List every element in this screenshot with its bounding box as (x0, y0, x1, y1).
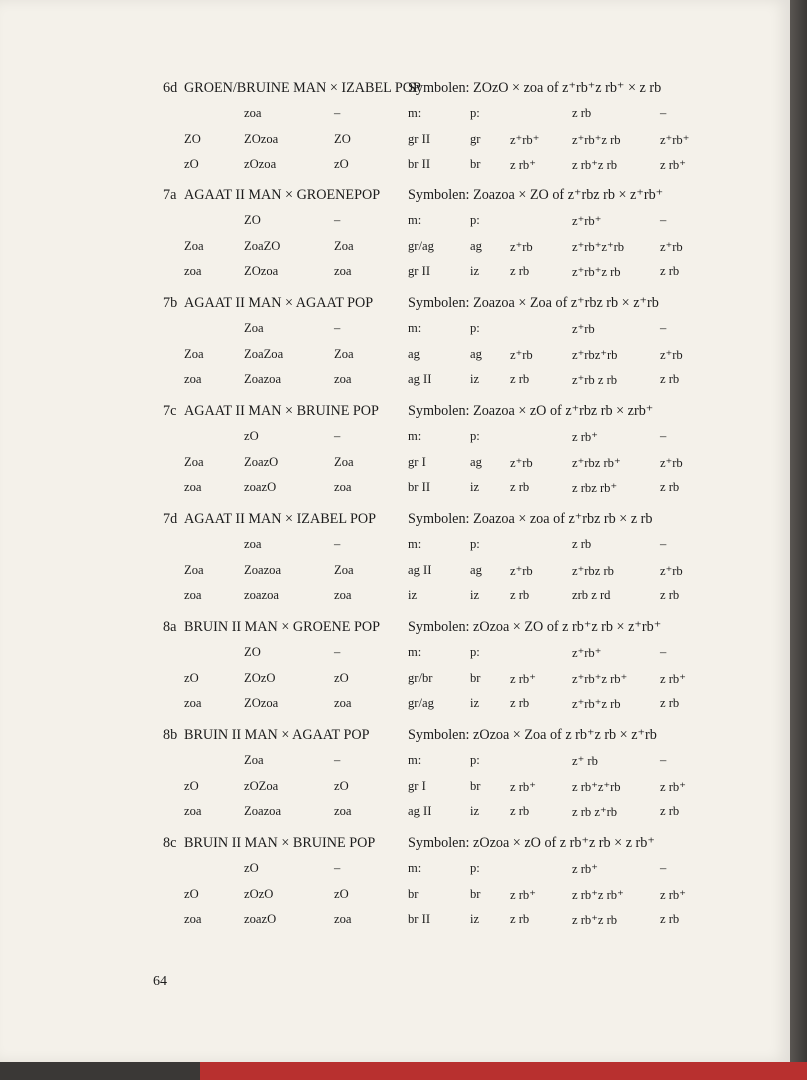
symbol-left: z rb (510, 912, 530, 926)
symbol-right: – (660, 645, 667, 659)
genotype-combined: zOZoa (244, 779, 279, 793)
genotype-left: zoa (184, 804, 202, 818)
female-phenotype: p: (470, 321, 480, 335)
male-phenotype: br (408, 887, 419, 901)
symbol-left: z rb (510, 696, 530, 710)
genotype-combined: Zoa (244, 321, 264, 335)
symbol-combined: z rb⁺z rb⁺ (572, 888, 624, 902)
cross-symbols: Symbolen: zOzoa × Zoa of z rb⁺z rb × z⁺rb (408, 727, 657, 743)
genotype-right: zoa (334, 912, 352, 926)
symbol-combined: z⁺rbz⁺rb (572, 348, 618, 362)
genotype-right: zoa (334, 696, 352, 710)
genotype-left: zO (184, 157, 199, 171)
table-row (0, 779, 790, 799)
male-phenotype: br II (408, 912, 431, 926)
male-phenotype: m: (408, 429, 422, 443)
page-edge-shadow (790, 0, 807, 1080)
table-row (0, 264, 790, 284)
genotype-right: – (334, 429, 341, 443)
female-phenotype: ag (470, 239, 482, 253)
symbol-combined: z⁺rb (572, 322, 595, 336)
female-phenotype: p: (470, 106, 480, 120)
genotype-combined: ZO (244, 213, 261, 227)
genotype-left: zoa (184, 588, 202, 602)
genotype-left: zoa (184, 696, 202, 710)
genotype-left: zO (184, 671, 199, 685)
female-phenotype: iz (470, 372, 480, 386)
symbol-combined: z rb⁺ (572, 862, 598, 876)
table-row (0, 132, 790, 152)
table-row (0, 213, 790, 233)
genotype-right: Zoa (334, 455, 354, 469)
genotype-combined: Zoazoa (244, 372, 282, 386)
female-phenotype: p: (470, 753, 480, 767)
genotype-right: – (334, 753, 341, 767)
symbol-combined: z⁺rb⁺z⁺rb (572, 240, 625, 254)
female-phenotype: iz (470, 588, 480, 602)
symbol-right: – (660, 429, 667, 443)
male-phenotype: m: (408, 753, 422, 767)
genotype-combined: ZoazO (244, 455, 279, 469)
symbol-left: z rb⁺ (510, 672, 536, 686)
symbol-combined: z rb⁺z rb (572, 158, 618, 172)
symbol-combined: z rb (572, 537, 592, 551)
symbol-left: z rb⁺ (510, 888, 536, 902)
cross-symbols: Symbolen: Zoazoa × Zoa of z⁺rbz rb × z⁺rb (408, 295, 659, 311)
symbol-right: – (660, 753, 667, 767)
male-phenotype: m: (408, 106, 422, 120)
cross-description: AGAAT II MAN × GROENEPOP (184, 187, 381, 203)
genotype-combined: ZoaZO (244, 239, 281, 253)
table-row (0, 671, 790, 691)
symbol-combined: z rb z⁺rb (572, 805, 618, 819)
female-phenotype: gr (470, 132, 481, 146)
cross-description: BRUIN II MAN × BRUINE POP (184, 835, 376, 851)
genotype-combined: ZOzoa (244, 264, 279, 278)
genotype-right: zO (334, 157, 349, 171)
symbol-right: z rb⁺ (660, 672, 686, 686)
genotype-right: – (334, 645, 341, 659)
female-phenotype: br (470, 157, 481, 171)
cross-description: BRUIN II MAN × AGAAT POP (184, 727, 370, 743)
table-row (0, 455, 790, 475)
genotype-left: zO (184, 779, 199, 793)
cross-code: 8c (163, 835, 177, 851)
symbol-right: – (660, 321, 667, 335)
male-phenotype: gr II (408, 264, 431, 278)
symbol-right: z rb⁺ (660, 158, 686, 172)
symbol-right: z⁺rb (660, 240, 683, 254)
cross-description: AGAAT II MAN × BRUINE POP (184, 403, 379, 419)
symbol-left: z rb (510, 588, 530, 602)
symbol-right: – (660, 106, 667, 120)
cross-description: BRUIN II MAN × GROENE POP (184, 619, 380, 635)
genotype-right: Zoa (334, 347, 354, 361)
symbol-combined: z⁺ rb (572, 754, 598, 768)
female-phenotype: ag (470, 563, 482, 577)
genotype-combined: ZOzoa (244, 696, 279, 710)
symbol-combined: z⁺rbz rb⁺ (572, 456, 621, 470)
genotype-right: zoa (334, 372, 352, 386)
male-phenotype: gr II (408, 132, 431, 146)
symbol-combined: z⁺rb⁺z rb (572, 133, 621, 147)
cross-description: AGAAT II MAN × AGAAT POP (184, 295, 374, 311)
table-row (0, 480, 790, 500)
cross-block-7c (0, 403, 790, 513)
table-row (0, 106, 790, 126)
cross-block-6d (0, 80, 790, 190)
female-phenotype: p: (470, 213, 480, 227)
symbol-combined: z rbz rb⁺ (572, 481, 618, 495)
genotype-right: – (334, 537, 341, 551)
female-phenotype: iz (470, 264, 480, 278)
male-phenotype: m: (408, 861, 422, 875)
symbol-left: z rb (510, 264, 530, 278)
genotype-combined: zoazO (244, 480, 277, 494)
female-phenotype: iz (470, 480, 480, 494)
genotype-combined: zOzO (244, 887, 274, 901)
table-row (0, 753, 790, 773)
female-phenotype: p: (470, 645, 480, 659)
symbol-left: z rb⁺ (510, 158, 536, 172)
symbol-combined: z⁺rb⁺ (572, 646, 602, 660)
table-row (0, 321, 790, 341)
genotype-right: zO (334, 779, 349, 793)
symbol-combined: z⁺rb⁺ (572, 214, 602, 228)
cross-symbols: Symbolen: Zoazoa × zO of z⁺rbz rb × zrb⁺ (408, 403, 654, 419)
table-row (0, 372, 790, 392)
cross-code: 7b (163, 295, 178, 311)
symbol-left: z rb (510, 372, 530, 386)
table-row (0, 887, 790, 907)
symbol-combined: z⁺rb⁺z rb (572, 697, 621, 711)
cross-symbols: Symbolen: zOzoa × ZO of z rb⁺z rb × z⁺rb⁺ (408, 619, 662, 635)
genotype-right: zoa (334, 588, 352, 602)
symbol-combined: z rb (572, 106, 592, 120)
genotype-combined: Zoazoa (244, 804, 282, 818)
female-phenotype: p: (470, 537, 480, 551)
symbol-combined: z⁺rb⁺z rb (572, 265, 621, 279)
table-row (0, 429, 790, 449)
table-row (0, 645, 790, 665)
cross-description: GROEN/BRUINE MAN × IZABEL POP (184, 80, 421, 96)
cross-code: 8a (163, 619, 177, 635)
cross-block-8c (0, 835, 790, 945)
table-row (0, 563, 790, 583)
cross-description: AGAAT II MAN × IZABEL POP (184, 511, 377, 527)
symbol-right: – (660, 861, 667, 875)
symbol-combined: z rb⁺ (572, 430, 598, 444)
genotype-right: – (334, 106, 341, 120)
symbol-combined: zrb z rd (572, 588, 611, 602)
male-phenotype: gr/ag (408, 239, 434, 253)
cross-code: 7d (163, 511, 178, 527)
male-phenotype: ag II (408, 804, 432, 818)
symbol-right: z rb (660, 480, 680, 494)
table-row (0, 912, 790, 932)
cross-block-7d (0, 511, 790, 621)
cross-symbols: Symbolen: ZOzO × zoa of z⁺rb⁺z rb⁺ × z rb (408, 80, 662, 96)
male-phenotype: ag II (408, 563, 432, 577)
genotype-right: zO (334, 887, 349, 901)
genotype-left: zoa (184, 372, 202, 386)
symbol-right: z rb (660, 804, 680, 818)
genotype-right: Zoa (334, 239, 354, 253)
female-phenotype: iz (470, 912, 480, 926)
male-phenotype: gr I (408, 455, 426, 469)
page-number: 64 (153, 974, 167, 989)
genotype-right: Zoa (334, 563, 354, 577)
male-phenotype: m: (408, 321, 422, 335)
symbol-right: z rb (660, 696, 680, 710)
cross-code: 6d (163, 80, 178, 96)
symbol-combined: z⁺rb z rb (572, 373, 618, 387)
male-phenotype: gr/ag (408, 696, 434, 710)
genotype-right: – (334, 861, 341, 875)
symbol-combined: z⁺rb⁺z rb⁺ (572, 672, 628, 686)
genotype-combined: ZOzO (244, 671, 276, 685)
symbol-left: z⁺rb (510, 240, 533, 254)
symbol-right: z rb (660, 588, 680, 602)
genotype-combined: Zoazoa (244, 563, 282, 577)
genotype-combined: Zoa (244, 753, 264, 767)
genotype-left: zoa (184, 264, 202, 278)
cross-block-7a (0, 187, 790, 297)
male-phenotype: gr I (408, 779, 426, 793)
cross-symbols: Symbolen: Zoazoa × zoa of z⁺rbz rb × z rb (408, 511, 653, 527)
table-row (0, 861, 790, 881)
genotype-right: zoa (334, 804, 352, 818)
female-phenotype: iz (470, 804, 480, 818)
male-phenotype: m: (408, 537, 422, 551)
symbol-left: z rb (510, 480, 530, 494)
female-phenotype: ag (470, 455, 482, 469)
symbol-right: – (660, 213, 667, 227)
male-phenotype: br II (408, 157, 431, 171)
cross-symbols: Symbolen: Zoazoa × ZO of z⁺rbz rb × z⁺rb⁺ (408, 187, 664, 203)
genotype-left: Zoa (184, 347, 204, 361)
genotype-left: Zoa (184, 455, 204, 469)
genotype-right: zoa (334, 480, 352, 494)
cross-symbols: Symbolen: zOzoa × zO of z rb⁺z rb × z rb⁺ (408, 835, 655, 851)
symbol-left: z⁺rb (510, 348, 533, 362)
symbol-combined: z⁺rbz rb (572, 564, 614, 578)
genotype-right: zoa (334, 264, 352, 278)
symbol-right: z⁺rb⁺ (660, 133, 690, 147)
genotype-right: – (334, 321, 341, 335)
symbol-right: – (660, 537, 667, 551)
cross-block-8b (0, 727, 790, 837)
genotype-left: zoa (184, 912, 202, 926)
genotype-right: – (334, 213, 341, 227)
symbol-combined: z rb⁺z rb (572, 913, 618, 927)
male-phenotype: br II (408, 480, 431, 494)
symbol-left: z⁺rb⁺ (510, 133, 540, 147)
symbol-left: z rb (510, 804, 530, 818)
genotype-combined: zOzoa (244, 157, 277, 171)
genotype-combined: ZoaZoa (244, 347, 284, 361)
symbol-right: z rb (660, 912, 680, 926)
table-row (0, 157, 790, 177)
genotype-combined: zO (244, 861, 259, 875)
genotype-left: Zoa (184, 563, 204, 577)
female-phenotype: p: (470, 861, 480, 875)
table-row (0, 537, 790, 557)
female-phenotype: p: (470, 429, 480, 443)
symbol-left: z⁺rb (510, 456, 533, 470)
male-phenotype: iz (408, 588, 418, 602)
cross-code: 8b (163, 727, 178, 743)
genotype-left: Zoa (184, 239, 204, 253)
cross-block-8a (0, 619, 790, 729)
male-phenotype: m: (408, 213, 422, 227)
genotype-combined: zoazO (244, 912, 277, 926)
genotype-combined: ZO (244, 645, 261, 659)
male-phenotype: ag II (408, 372, 432, 386)
female-phenotype: ag (470, 347, 482, 361)
genotype-combined: zO (244, 429, 259, 443)
symbol-combined: z rb⁺z⁺rb (572, 780, 621, 794)
symbol-left: z⁺rb (510, 564, 533, 578)
genotype-combined: zoa (244, 537, 262, 551)
genotype-right: zO (334, 671, 349, 685)
genotype-combined: ZOzoa (244, 132, 279, 146)
male-phenotype: gr/br (408, 671, 433, 685)
male-phenotype: ag (408, 347, 420, 361)
red-page-edge (200, 1062, 807, 1080)
genotype-combined: zoa (244, 106, 262, 120)
female-phenotype: br (470, 671, 481, 685)
symbol-right: z⁺rb (660, 456, 683, 470)
symbol-right: z rb (660, 264, 680, 278)
cross-code: 7c (163, 403, 177, 419)
symbol-left: z rb⁺ (510, 780, 536, 794)
male-phenotype: m: (408, 645, 422, 659)
symbol-right: z⁺rb (660, 564, 683, 578)
cross-block-7b (0, 295, 790, 405)
female-phenotype: br (470, 887, 481, 901)
cross-code: 7a (163, 187, 177, 203)
genotype-left: zO (184, 887, 199, 901)
symbol-right: z rb (660, 372, 680, 386)
genotype-left: zoa (184, 480, 202, 494)
table-row (0, 239, 790, 259)
genotype-left: ZO (184, 132, 201, 146)
symbol-right: z rb⁺ (660, 780, 686, 794)
table-row (0, 347, 790, 367)
symbol-right: z rb⁺ (660, 888, 686, 902)
female-phenotype: br (470, 779, 481, 793)
female-phenotype: iz (470, 696, 480, 710)
symbol-right: z⁺rb (660, 348, 683, 362)
table-row (0, 588, 790, 608)
genotype-right: ZO (334, 132, 351, 146)
genotype-combined: zoazoa (244, 588, 279, 602)
table-row (0, 696, 790, 716)
table-row (0, 804, 790, 824)
